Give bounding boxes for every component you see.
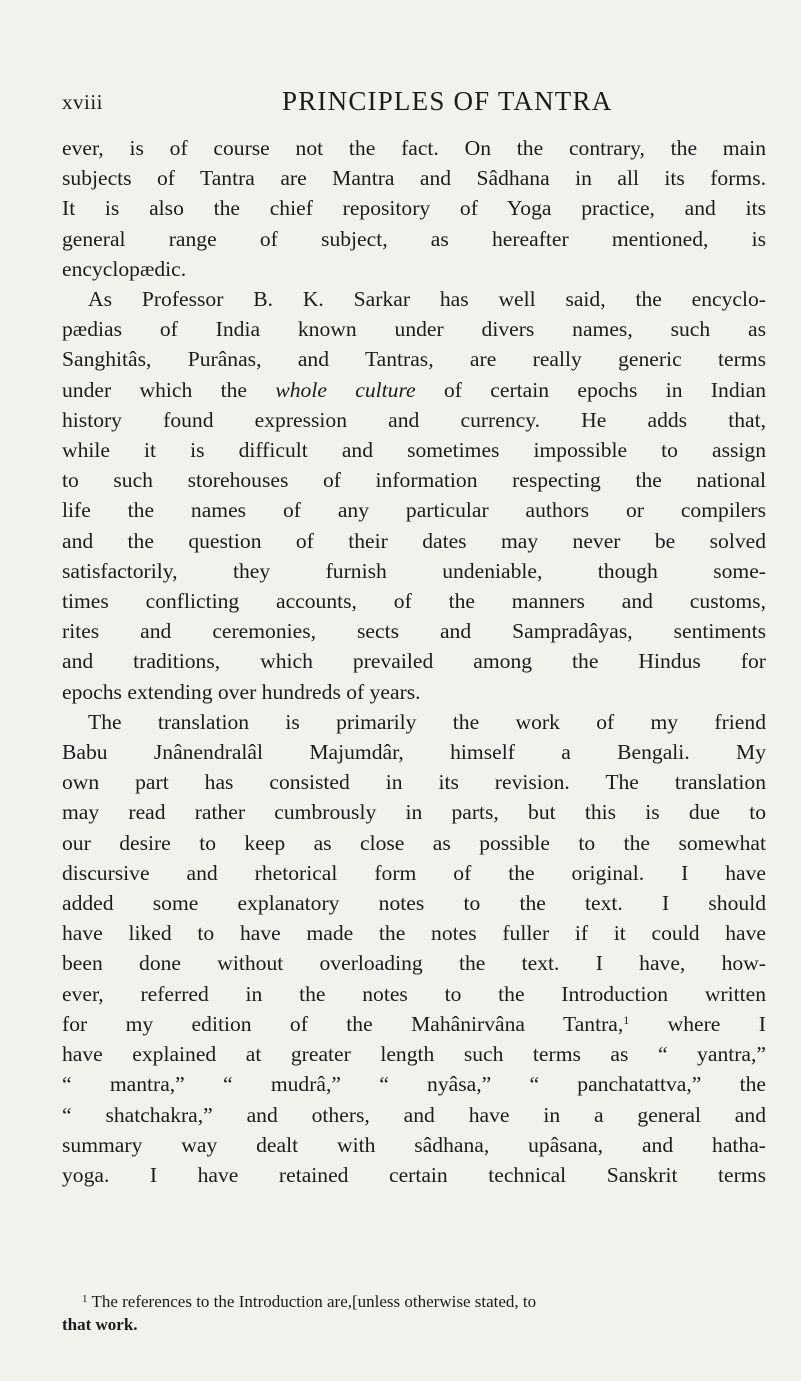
text-line: “ mantra,” “ mudrâ,” “ nyâsa,” “ panchatattva,” the [62,1072,766,1097]
emphasis-whole-culture: whole culture [275,377,416,402]
text-line: added some explanatory notes to the text. I should [62,891,766,916]
text-span: of certain epochs in Indian [443,377,766,402]
text-line [62,1009,766,1039]
text-line: rites and ceremonies, sects and Sampradâyas, sentiments [62,619,766,644]
page-header [62,86,752,126]
page-number: xviii [62,90,104,114]
text-line: life the names of any particular authors or compilers [62,498,766,523]
text-line: own part has consisted in its revision. The translation [62,770,766,795]
footnote-line [62,1290,766,1313]
text-line: and traditions, which prevailed among the Hindus for [62,649,766,674]
text-line: pædias of India known under divers names, such as [62,317,766,342]
text-line: ever, is of course not the fact. On the contrary, the main [62,136,766,160]
text-line: ever, referred in the notes to the Introduction written [62,981,766,1006]
text-line: “ shatchakra,” and others, and have in a general and [62,1102,766,1127]
text-span: under which the [62,377,247,402]
text-line: summary way dealt with sâdhana, upâsana, and hatha- [62,1132,766,1157]
running-head: PRINCIPLES OF TANTRA [282,86,613,116]
footnote-line [62,1313,766,1336]
text-line: to such storehouses of information respecting the national [62,468,766,493]
footnote-mark: 1 [82,1293,88,1305]
text-span: where I [629,1011,766,1036]
text-line: satisfactorily, they furnish undeniable, though some- [62,558,766,583]
text-line: epochs extending over hundreds of years. [62,679,421,704]
text-line: Babu Jnânendralâl Majumdâr, himself a Bengali. My [62,740,766,765]
text-line: have explained at greater length such terms as “ yantra,” [62,1042,766,1067]
text-line: encyclopædic. [62,256,187,281]
footnote-text: The references to the Introduction are,[unless otherwise stated, to [91,1292,537,1311]
text-line: yoga. I have retained certain technical Sanskrit terms [62,1162,766,1187]
text-line: general range of subject, as hereafter mentioned, is [62,226,766,251]
text-line: subjects of Tantra are Mantra and Sâdhana in all its forms. [62,166,766,191]
text-line: history found expression and currency. He adds that, [62,407,766,432]
footnote-reference[interactable]: 1 [623,1012,630,1027]
text-line: discursive and rhetorical form of the original. I have [62,860,766,885]
text-line: may read rather cumbrously in parts, but this is due to [62,800,766,825]
text-line: been done without overloading the text. I have, how- [62,951,766,976]
footnote-text: that work. [62,1315,138,1334]
text-line: while it is difficult and sometimes impossible to assign [62,438,766,463]
text-span: for my edition of the Mahânirvâna Tantra, [62,1011,624,1036]
text-line: have liked to have made the notes fuller if it could have [62,921,766,946]
text-line: As Professor B. K. Sarkar has well said, the encyclo- [88,287,766,312]
text-line: and the question of their dates may never be solved [62,528,766,553]
footnotes [62,1290,766,1336]
text-line: times conflicting accounts, of the manners and customs, [62,589,766,614]
text-line: The translation is primarily the work of my friend [88,709,766,734]
text-line: It is also the chief repository of Yoga practice, and its [62,196,766,221]
body-text [62,133,766,1190]
text-line [62,375,766,405]
text-line: our desire to keep as close as possible to the somewhat [62,830,766,855]
text-line: Sanghitâs, Purânas, and Tantras, are really generic terms [62,347,766,372]
